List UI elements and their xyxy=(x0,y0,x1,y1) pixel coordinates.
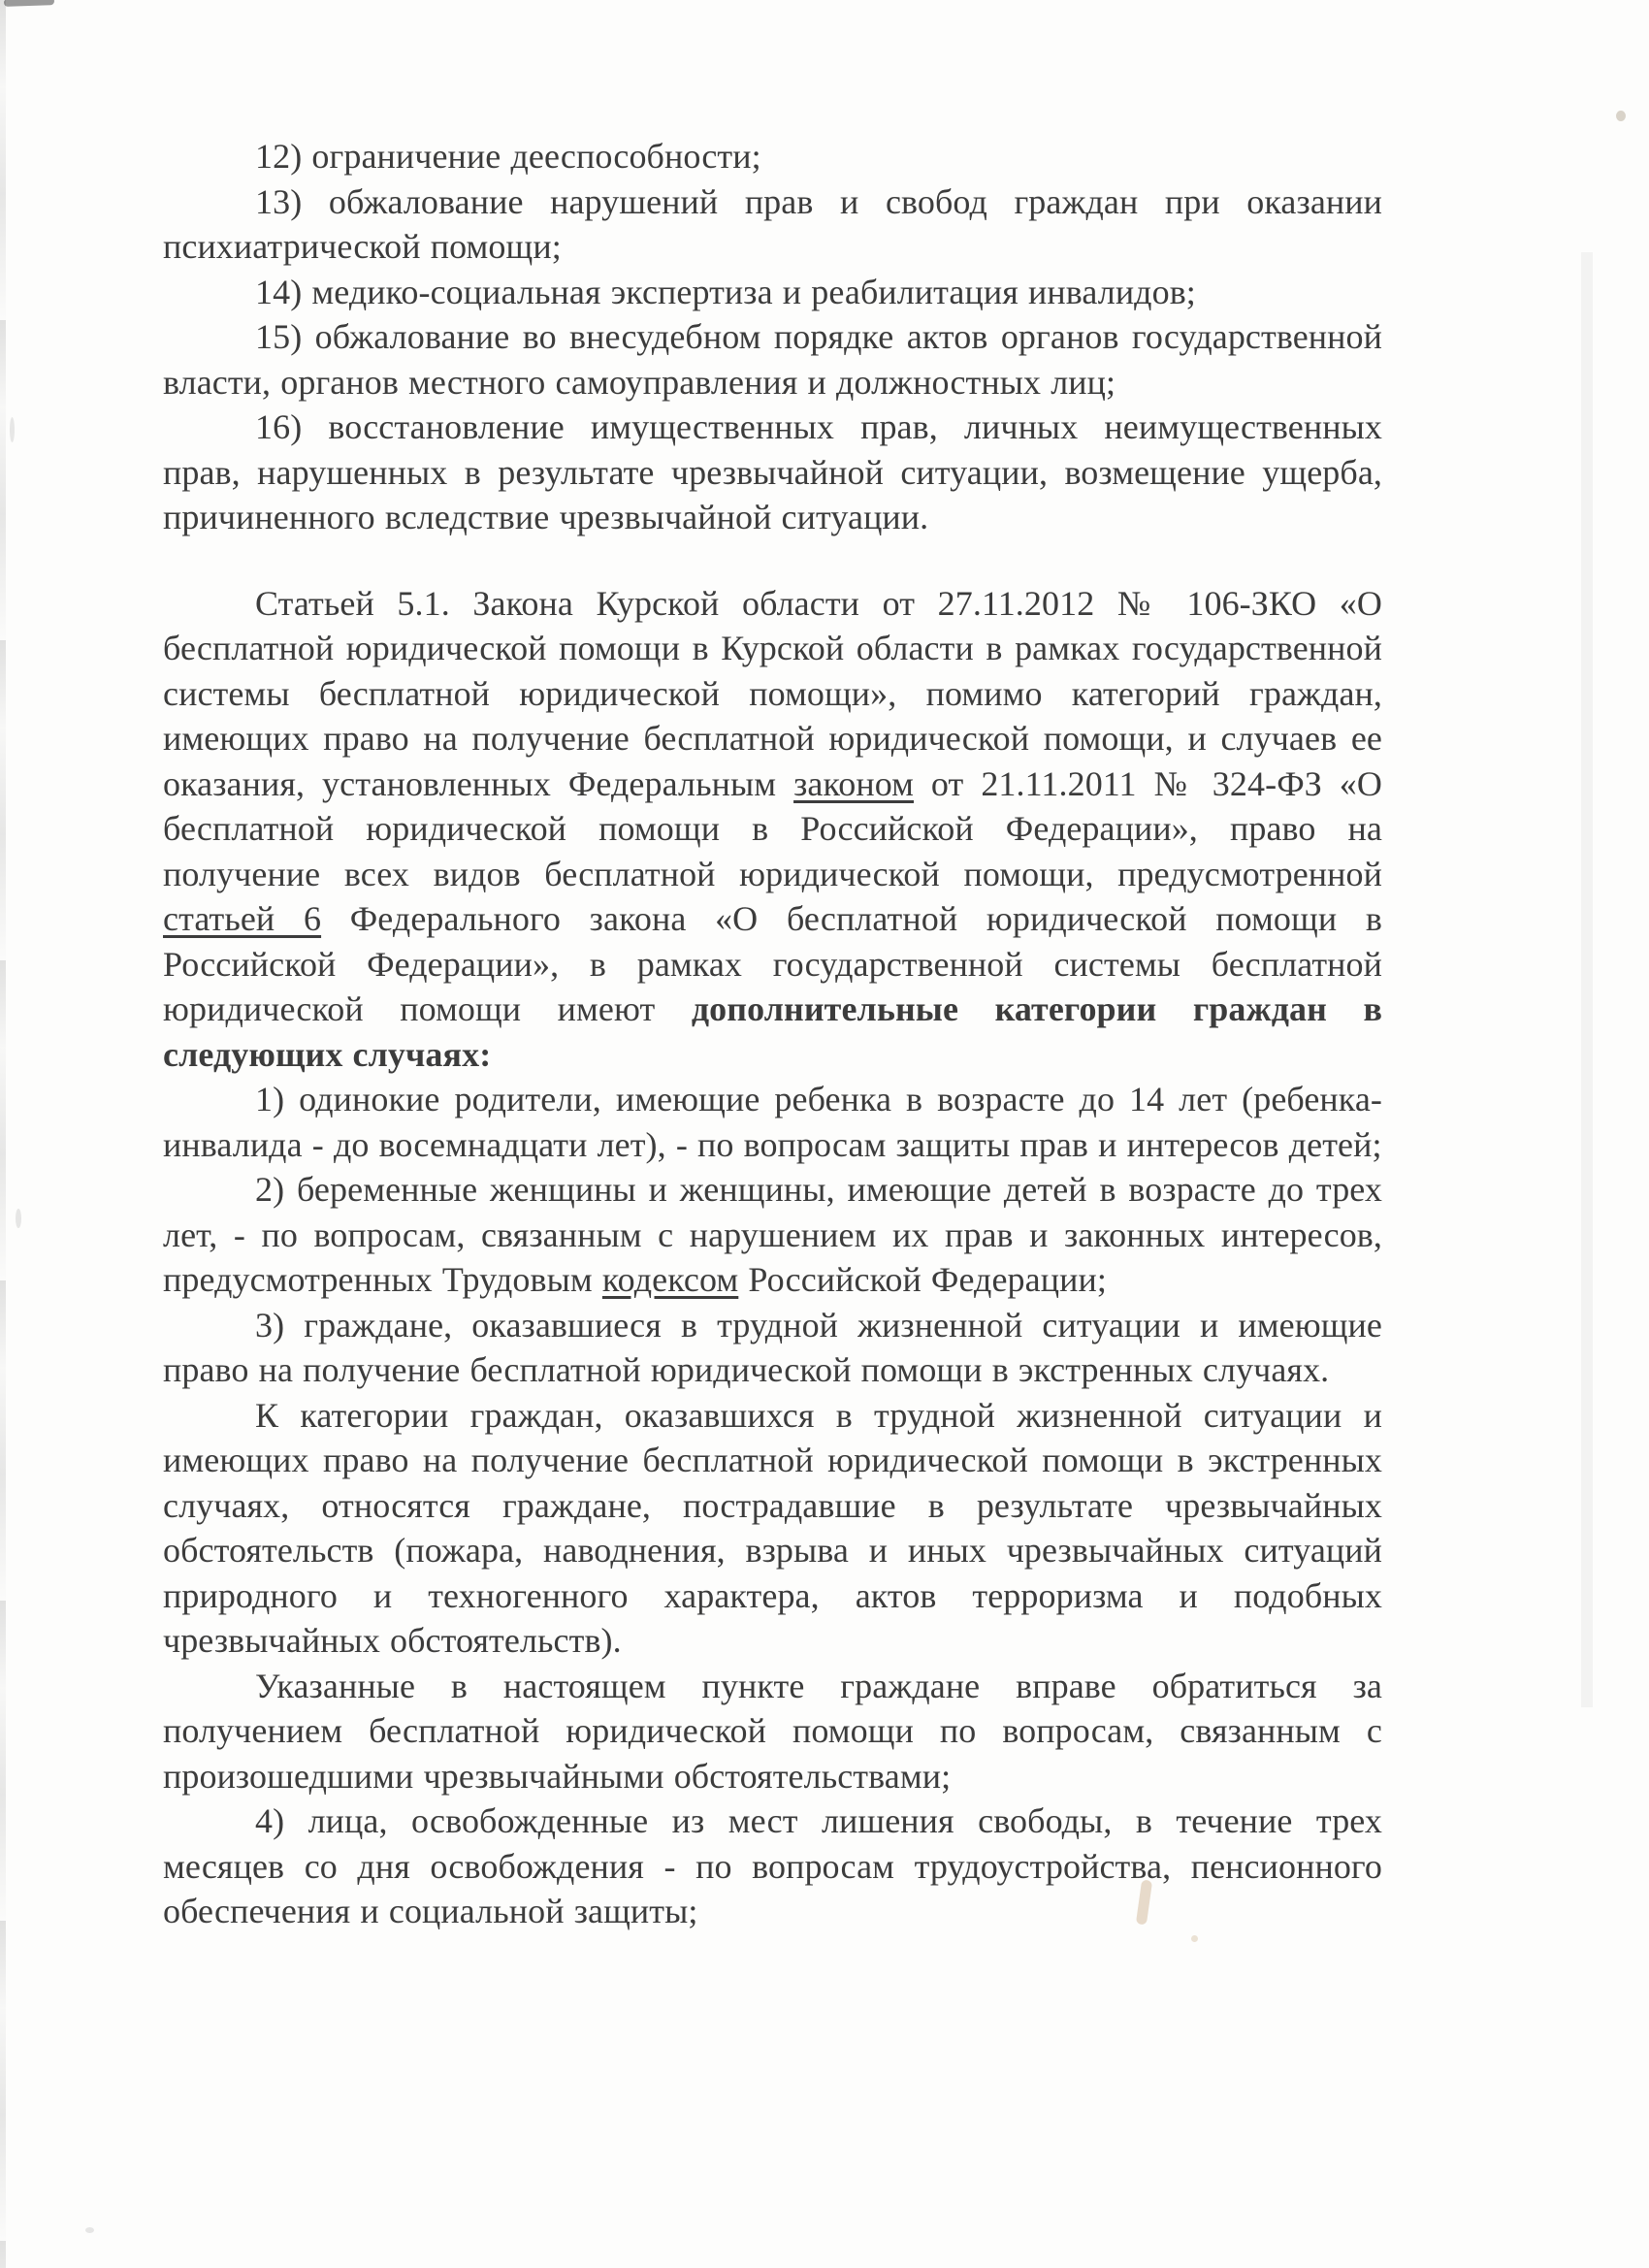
paragraph-4 xyxy=(163,314,1382,405)
text-segment: Российской Федерации; xyxy=(738,1260,1107,1299)
text-segment: Указанные в настоящем пункте граждане вправе обратиться за получением бесплатной юридической помощи по вопросам, связанным с произошедшими чрезвычайными обстоятельствами; xyxy=(163,1666,1382,1796)
text-segment: 15) обжалование во внесудебном порядке актов органов государственной власти, органов местного самоуправления и должностных лиц; xyxy=(163,317,1382,402)
text-segment-underline: законом xyxy=(793,763,914,803)
paragraph-10 xyxy=(163,1393,1382,1664)
paragraph-5 xyxy=(163,405,1382,540)
scan-shading-artifact xyxy=(1581,252,1593,1707)
scan-edge-artifact xyxy=(0,0,6,2268)
text-segment: 2) беременные женщины и женщины, имеющие детей в возрасте до трех лет, - по вопросам, связанным с нарушением их прав и законных интересов, предусмотренных Трудовым xyxy=(163,1170,1382,1299)
paragraph-12 xyxy=(163,1798,1382,1934)
text-segment: 4) лица, освобожденные из мест лишения свободы, в течение трех месяцев со дня освобождения - по вопросам трудоустройства, пенсионного обеспечения и социальной защиты; xyxy=(163,1801,1382,1930)
scan-corner-artifact xyxy=(4,0,54,7)
text-segment: 13) обжалование нарушений прав и свобод граждан при оказании психиатрической помощи; xyxy=(163,181,1382,266)
scan-speck xyxy=(16,1209,21,1228)
scan-speck xyxy=(1191,1935,1198,1942)
paragraph-11 xyxy=(163,1664,1382,1799)
text-segment: К категории граждан, оказавшихся в трудной жизненной ситуации и имеющих право на получение бесплатной юридической помощи в экстренных случаях, относятся граждане, пострадавшие в результате чрезвычайных обстоятельств (пожара, наводнения, взрыва и иных чрезвычайных ситуаций природного и техногенного характера, актов терроризма и подобных чрезвычайных обстоятельств). xyxy=(163,1395,1382,1660)
text-segment: Федерального закона «О бесплатной юридической помощи в Российской Федерации», в рамках государственной системы бесплатной юридической помощи имеют xyxy=(163,899,1382,1028)
text-segment: от 21.11.2011 № 324-ФЗ «О бесплатной юридической помощи в Российской Федерации», право на получение всех видов бесплатной юридической помощи, предусмотренной xyxy=(163,763,1383,893)
text-segment: 3) граждане, оказавшиеся в трудной жизненной ситуации и имеющие право на получение бесплатной юридической помощи в экстренных случаях. xyxy=(163,1305,1382,1389)
paragraph-7 xyxy=(163,1077,1382,1167)
paragraph-1 xyxy=(163,134,1382,179)
text-segment: 16) восстановление имущественных прав, личных неимущественных прав, нарушенных в результате чрезвычайной ситуации, возмещение ущерба, причиненного вследствие чрезвычайной ситуации. xyxy=(163,407,1382,536)
scan-speck xyxy=(10,417,15,442)
paragraph-8 xyxy=(163,1167,1382,1303)
paragraph-3 xyxy=(163,270,1382,315)
scan-speck xyxy=(1616,111,1626,121)
scan-speck xyxy=(85,2227,94,2233)
paragraph-6 xyxy=(163,581,1382,1078)
text-segment-bold: дополнительные категории граждан в следующих случаях: xyxy=(163,989,1382,1074)
paragraph-9 xyxy=(163,1303,1382,1393)
text-segment-underline: кодексом xyxy=(601,1260,739,1299)
text-segment: 12) ограничение дееспособности; xyxy=(255,137,761,176)
text-segment: 14) медико-социальная экспертиза и реабилитация инвалидов; xyxy=(255,272,1196,311)
paragraph-2 xyxy=(163,179,1382,270)
text-segment-underline: статьей 6 xyxy=(163,899,322,938)
text-segment: 1) одинокие родители, имеющие ребенка в возрасте до 14 лет (ребенка-инвалида - до восемнадцати лет), - по вопросам защиты прав и интересов детей; xyxy=(163,1080,1382,1164)
document-text xyxy=(163,134,1382,1934)
text-segment: Статьей 5.1. Закона Курской области от 27.11.2012 № 106-ЗКО «О бесплатной юридической помощи в Курской области в рамках государственной системы бесплатной юридической помощи», помимо категорий граждан, имеющих право на получение бесплатной юридической помощи, и случаев ее оказания, установленных Федеральным xyxy=(163,583,1382,803)
